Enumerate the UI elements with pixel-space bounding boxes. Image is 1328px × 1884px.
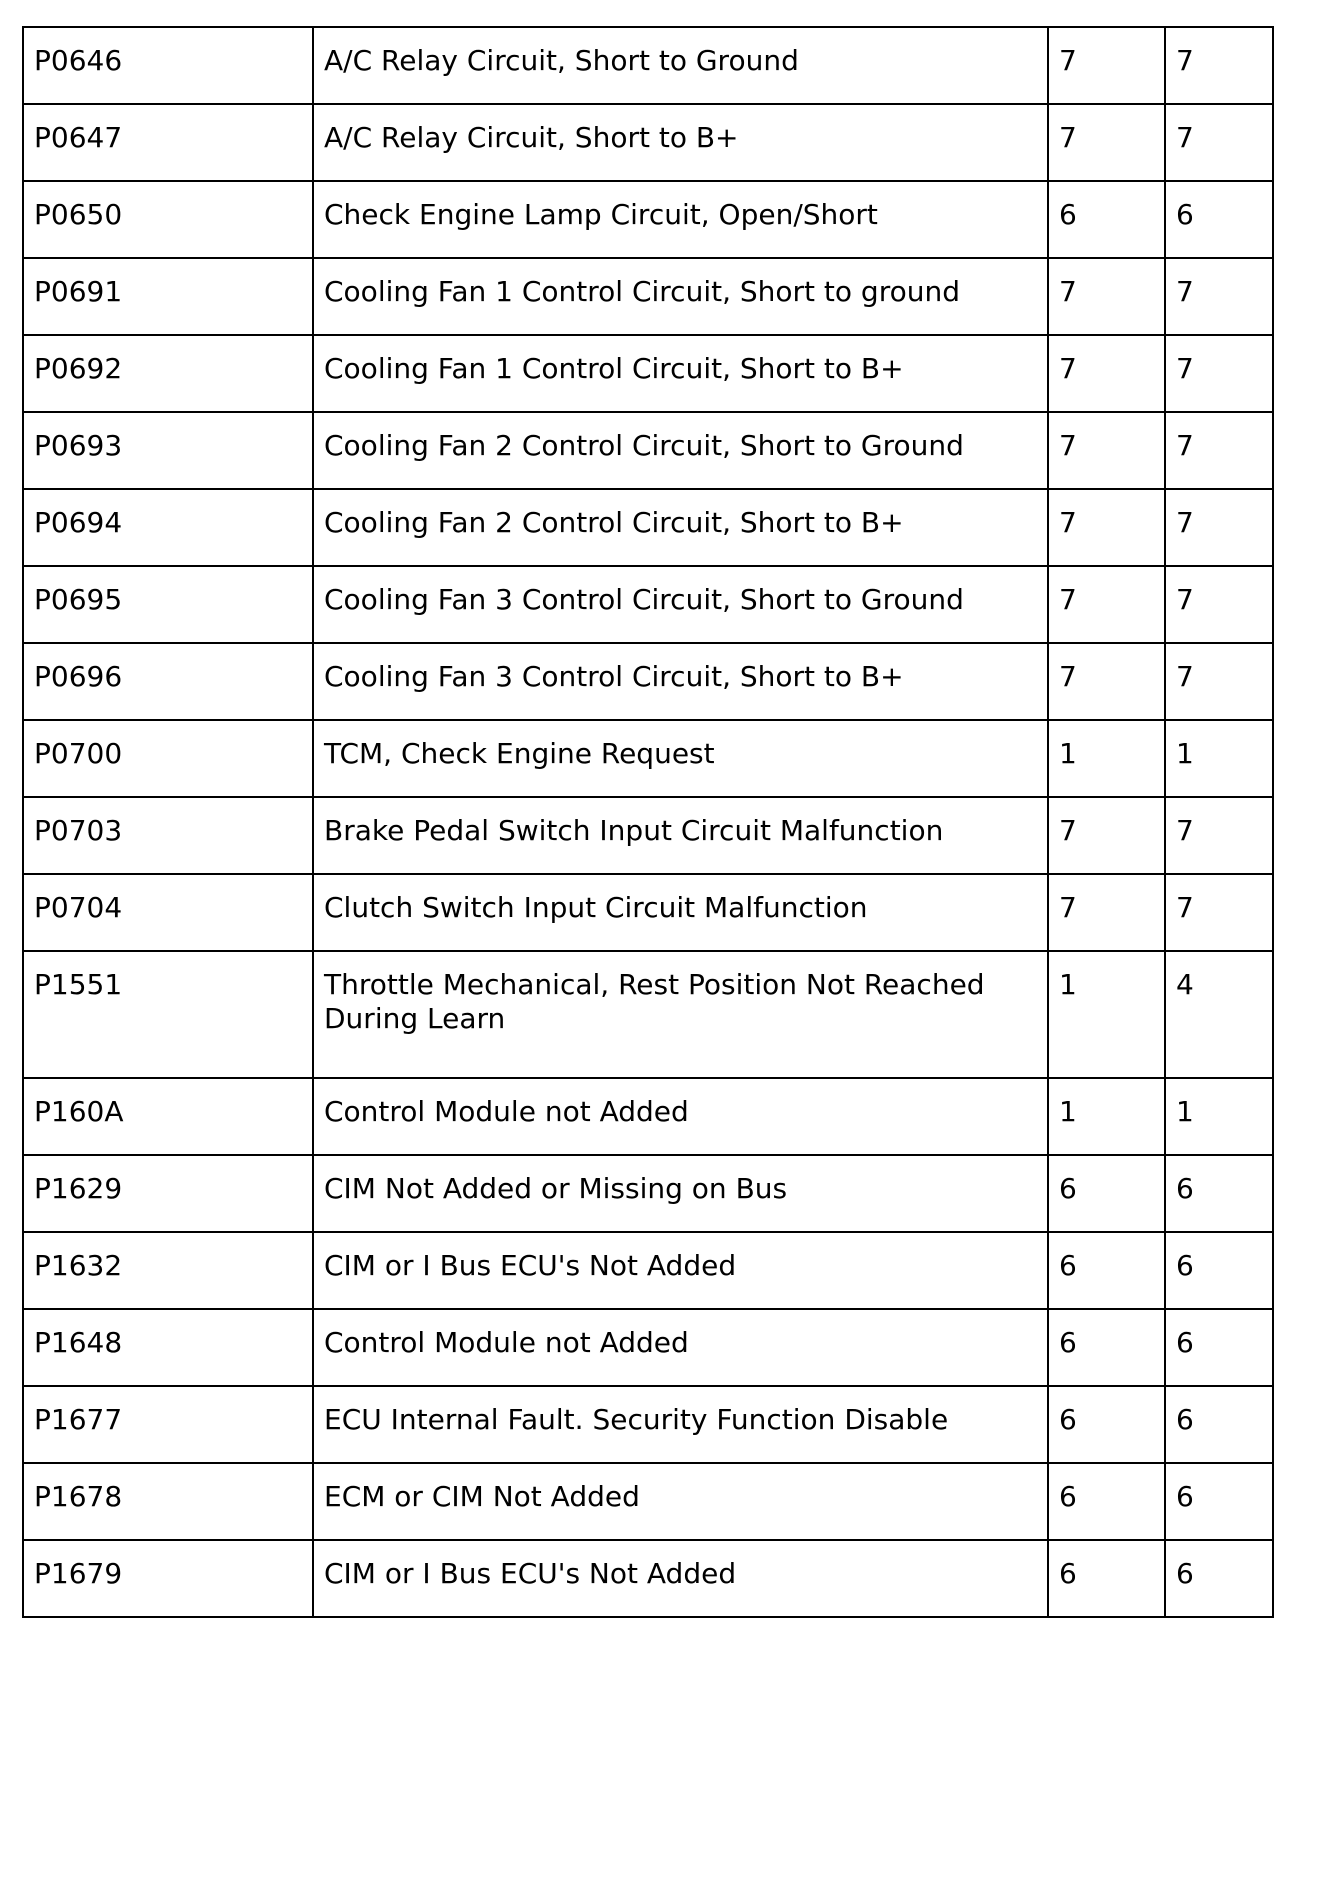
- description-cell: ECU Internal Fault. Security Function Disable: [313, 1386, 1048, 1463]
- value-cell-a: 7: [1048, 412, 1165, 489]
- description-cell: Control Module not Added: [313, 1078, 1048, 1155]
- table-row: [23, 720, 1273, 797]
- value-cell-b: 1: [1165, 1078, 1273, 1155]
- description-cell: CIM or I Bus ECU's Not Added: [313, 1232, 1048, 1309]
- table-row: [23, 1540, 1273, 1617]
- code-cell: P0695: [23, 566, 313, 643]
- table-row: [23, 643, 1273, 720]
- code-cell: P0703: [23, 797, 313, 874]
- value-cell-b: 6: [1165, 181, 1273, 258]
- description-cell: A/C Relay Circuit, Short to B+: [313, 104, 1048, 181]
- value-cell-a: 6: [1048, 1155, 1165, 1232]
- code-cell: P1648: [23, 1309, 313, 1386]
- table-row: [23, 489, 1273, 566]
- description-cell: Cooling Fan 1 Control Circuit, Short to B+: [313, 335, 1048, 412]
- value-cell-a: 6: [1048, 1232, 1165, 1309]
- code-cell: P1551: [23, 951, 313, 1078]
- description-cell: Brake Pedal Switch Input Circuit Malfunction: [313, 797, 1048, 874]
- description-cell: Cooling Fan 2 Control Circuit, Short to B+: [313, 489, 1048, 566]
- value-cell-a: 1: [1048, 720, 1165, 797]
- description-cell: Clutch Switch Input Circuit Malfunction: [313, 874, 1048, 951]
- value-cell-b: 6: [1165, 1155, 1273, 1232]
- description-cell: Cooling Fan 3 Control Circuit, Short to Ground: [313, 566, 1048, 643]
- description-cell: TCM, Check Engine Request: [313, 720, 1048, 797]
- value-cell-b: 4: [1165, 951, 1273, 1078]
- table-row: [23, 566, 1273, 643]
- value-cell-a: 7: [1048, 27, 1165, 104]
- table-row: [23, 258, 1273, 335]
- code-cell: P160A: [23, 1078, 313, 1155]
- description-cell: A/C Relay Circuit, Short to Ground: [313, 27, 1048, 104]
- value-cell-a: 6: [1048, 1309, 1165, 1386]
- table-row: [23, 1309, 1273, 1386]
- code-cell: P0693: [23, 412, 313, 489]
- code-cell: P0700: [23, 720, 313, 797]
- value-cell-b: 6: [1165, 1386, 1273, 1463]
- value-cell-a: 7: [1048, 258, 1165, 335]
- description-cell: Cooling Fan 1 Control Circuit, Short to ground: [313, 258, 1048, 335]
- table-row: [23, 1155, 1273, 1232]
- value-cell-a: 7: [1048, 797, 1165, 874]
- value-cell-b: 6: [1165, 1232, 1273, 1309]
- value-cell-b: 6: [1165, 1309, 1273, 1386]
- table-row: [23, 104, 1273, 181]
- dtc-table: [22, 26, 1274, 1618]
- code-cell: P0694: [23, 489, 313, 566]
- description-cell: Control Module not Added: [313, 1309, 1048, 1386]
- description-cell: Check Engine Lamp Circuit, Open/Short: [313, 181, 1048, 258]
- value-cell-a: 6: [1048, 181, 1165, 258]
- code-cell: P1632: [23, 1232, 313, 1309]
- table-row: [23, 797, 1273, 874]
- value-cell-a: 6: [1048, 1463, 1165, 1540]
- value-cell-a: 1: [1048, 951, 1165, 1078]
- code-cell: P1629: [23, 1155, 313, 1232]
- table-row: [23, 874, 1273, 951]
- code-cell: P1677: [23, 1386, 313, 1463]
- value-cell-b: 7: [1165, 258, 1273, 335]
- value-cell-b: 7: [1165, 412, 1273, 489]
- table-row: [23, 1078, 1273, 1155]
- code-cell: P0692: [23, 335, 313, 412]
- table-row: [23, 1463, 1273, 1540]
- value-cell-a: 7: [1048, 566, 1165, 643]
- description-cell: Cooling Fan 2 Control Circuit, Short to Ground: [313, 412, 1048, 489]
- code-cell: P0650: [23, 181, 313, 258]
- value-cell-a: 7: [1048, 874, 1165, 951]
- code-cell: P0691: [23, 258, 313, 335]
- table-row: [23, 1386, 1273, 1463]
- value-cell-a: 7: [1048, 643, 1165, 720]
- value-cell-b: 7: [1165, 27, 1273, 104]
- description-cell: ECM or CIM Not Added: [313, 1463, 1048, 1540]
- table-row: [23, 27, 1273, 104]
- code-cell: P0696: [23, 643, 313, 720]
- value-cell-a: 7: [1048, 335, 1165, 412]
- table-row: [23, 181, 1273, 258]
- code-cell: P0647: [23, 104, 313, 181]
- description-cell: CIM or I Bus ECU's Not Added: [313, 1540, 1048, 1617]
- table-row: [23, 1232, 1273, 1309]
- value-cell-b: 7: [1165, 643, 1273, 720]
- table-row: [23, 951, 1273, 1078]
- description-cell: CIM Not Added or Missing on Bus: [313, 1155, 1048, 1232]
- value-cell-b: 1: [1165, 720, 1273, 797]
- value-cell-b: 7: [1165, 874, 1273, 951]
- value-cell-a: 7: [1048, 104, 1165, 181]
- value-cell-b: 7: [1165, 566, 1273, 643]
- value-cell-a: 6: [1048, 1540, 1165, 1617]
- value-cell-b: 6: [1165, 1540, 1273, 1617]
- value-cell-a: 7: [1048, 489, 1165, 566]
- value-cell-b: 7: [1165, 335, 1273, 412]
- code-cell: P1678: [23, 1463, 313, 1540]
- description-cell: Throttle Mechanical, Rest Position Not Reached During Learn: [313, 951, 1048, 1078]
- value-cell-b: 7: [1165, 797, 1273, 874]
- value-cell-b: 7: [1165, 489, 1273, 566]
- table-row: [23, 412, 1273, 489]
- code-cell: P0704: [23, 874, 313, 951]
- value-cell-a: 6: [1048, 1386, 1165, 1463]
- description-cell: Cooling Fan 3 Control Circuit, Short to B+: [313, 643, 1048, 720]
- value-cell-a: 1: [1048, 1078, 1165, 1155]
- table-row: [23, 335, 1273, 412]
- code-cell: P0646: [23, 27, 313, 104]
- value-cell-b: 7: [1165, 104, 1273, 181]
- code-cell: P1679: [23, 1540, 313, 1617]
- value-cell-b: 6: [1165, 1463, 1273, 1540]
